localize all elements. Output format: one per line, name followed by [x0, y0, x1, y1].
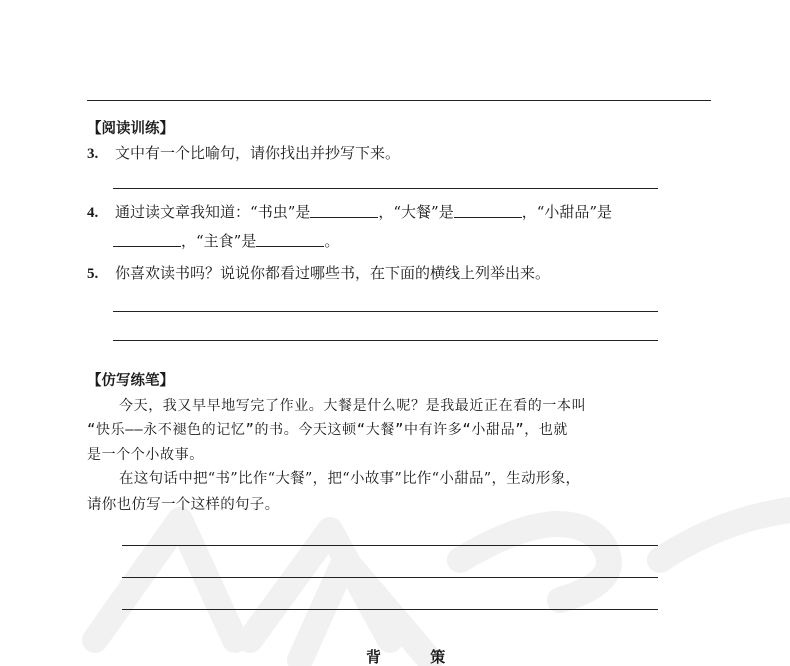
question-5-number: 5. [87, 266, 99, 282]
paragraph-2-line-1: 在这句话中把“书”比作“大餐”，把“小故事”比作“小甜品”，生动形象， [119, 471, 581, 487]
question-4-number: 4. [87, 205, 99, 221]
paragraph-1-line-2: “快乐——永不褪色的记忆”的书。今天这顿“大餐”中有许多“小甜品”，也就 [87, 422, 569, 438]
top-rule [87, 100, 711, 101]
question-4-part2: ，“大餐”是 [378, 203, 454, 221]
answer-line-q5-2[interactable] [113, 340, 658, 341]
footer-title: 背 策 [366, 648, 468, 666]
blank-xiaotianpin[interactable] [113, 232, 181, 247]
question-5 [87, 264, 550, 283]
writing-line-1[interactable] [122, 545, 658, 546]
paragraph-2-line-2: 请你也仿写一个这样的句子。 [87, 497, 280, 513]
question-4-line2 [113, 232, 339, 250]
writing-line-2[interactable] [122, 577, 658, 578]
question-5-text: 你喜欢读书吗？说说你都看过哪些书，在下面的横线上列举出来。 [115, 264, 551, 282]
question-3-text: 文中有一个比喻句，请你找出并抄写下来。 [115, 144, 401, 162]
question-4-line1 [87, 203, 612, 222]
question-3-number: 3. [87, 146, 99, 162]
question-4-part3: ，“小甜品”是 [521, 203, 613, 221]
blank-dacan[interactable] [454, 203, 522, 218]
imitation-heading: 【仿写练笔】 [87, 373, 174, 389]
question-4-part5: 。 [324, 232, 340, 250]
question-3 [87, 144, 400, 163]
answer-line-q3[interactable] [113, 188, 658, 189]
question-4-part1: 通过读文章我知道：“书虫”是 [115, 203, 311, 221]
writing-line-3[interactable] [122, 609, 658, 610]
question-4-part4: ，“主食”是 [181, 232, 257, 250]
reading-heading: 【阅读训练】 [87, 121, 174, 137]
paragraph-1-line-1: 今天，我又早早地写完了作业。大餐是什么呢？是我最近正在看的一本叫 [119, 398, 587, 414]
paragraph-1-line-3: 是一个个小故事。 [87, 447, 204, 463]
blank-shuchong[interactable] [310, 203, 378, 218]
blank-zhushi[interactable] [256, 232, 324, 247]
answer-line-q5-1[interactable] [113, 311, 658, 312]
